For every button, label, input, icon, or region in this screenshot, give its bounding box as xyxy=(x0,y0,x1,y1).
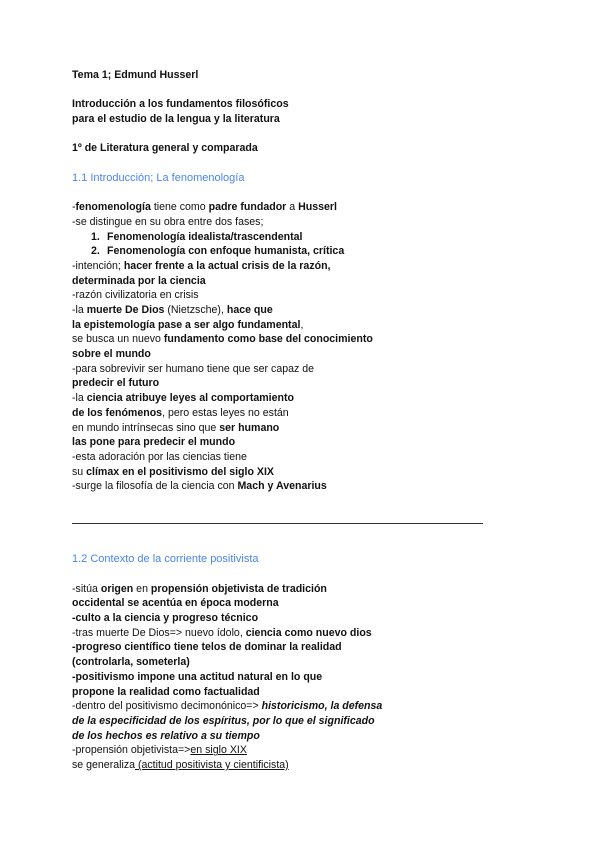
section-2-heading: 1.2 Contexto de la corriente positivista xyxy=(72,553,259,566)
s2-line-idolo: -tras muerte De Dios=> nuevo ídolo, ciencia como nuevo dios xyxy=(72,626,372,639)
horizontal-divider xyxy=(72,523,483,524)
intro-title-line-1: Introducción a los fundamentos filosóficos xyxy=(72,98,289,111)
s2-line-origen: -sitúa origen en propensión objetivista de tradición xyxy=(72,582,327,595)
s2-line-propension: -propensión objetivista=>en siglo XIX xyxy=(72,744,247,757)
s1-line-muerte-dios: -la muerte De Dios (Nietzsche), hace que xyxy=(72,304,273,316)
intro-title-line-2: para el estudio de la lengua y la literatura xyxy=(72,113,280,126)
s2-line-positivismo: -positivismo impone una actitud natural en lo que xyxy=(72,670,323,683)
s1-line-sobrevivir: -para sobrevivir ser humano tiene que ser capaz de xyxy=(72,362,315,375)
s2-line-decimononico: -dentro del positivismo decimonónico=> historicismo, la defensa xyxy=(72,700,383,713)
s1-line-ciencia-leyes: -la ciencia atribuye leyes al comportamiento xyxy=(72,392,294,405)
s2-line-progreso: -progreso científico tiene telos de dominar la realidad xyxy=(72,641,342,654)
s1-line-sobre-mundo: sobre el mundo xyxy=(72,348,151,361)
s2-line-controlarla: (controlarla, someterla) xyxy=(72,656,190,669)
s1-line-fases: -se distingue en su obra entre dos fases; xyxy=(72,215,264,228)
section-1-heading: 1.1 Introducción; La fenomenología xyxy=(72,171,245,184)
s1-line-climax: su clímax en el positivismo del siglo XIX xyxy=(72,465,274,478)
s1-line-adoracion: -esta adoración por las ciencias tiene xyxy=(72,450,247,463)
course-title: 1º de Literatura general y comparada xyxy=(72,142,258,155)
s2-line-hechos: de los hechos es relativo a su tiempo xyxy=(72,729,260,742)
s2-line-factualidad: propone la realidad como factualidad xyxy=(72,685,260,698)
s1-line-fundamento: se busca un nuevo fundamento como base del conocimiento xyxy=(72,333,373,346)
s1-line-predecir-mundo: las pone para predecir el mundo xyxy=(72,436,236,449)
s2-line-occidental: occidental se acentúa en época moderna xyxy=(72,597,279,610)
list-item: 2. Fenomenología con enfoque humanista, crítica xyxy=(91,245,345,258)
s1-line-intencion: -intención; hacer frente a la actual crisis de la razón, xyxy=(72,259,331,272)
tema-title: Tema 1; Edmund Husserl xyxy=(72,69,199,81)
s1-line-fenomenos: de los fenómenos, pero estas leyes no están xyxy=(72,406,289,419)
s1-line-determinada: determinada por la ciencia xyxy=(72,274,206,287)
s1-line-intrinsecas: en mundo intrínsecas sino que ser humano xyxy=(72,421,280,434)
s1-line-razon: -razón civilizatoria en crisis xyxy=(72,289,199,302)
s1-line-predecir: predecir el futuro xyxy=(72,377,160,390)
s1-line-epistemologia: la epistemología pase a ser algo fundamental, xyxy=(72,318,304,331)
list-item: 1. Fenomenología idealista/trascendental xyxy=(91,230,303,243)
s2-line-generaliza: se generaliza (actitud positivista y cientificista) xyxy=(72,758,289,771)
s2-line-especificidad: de la especificidad de los espíritus, por lo que el significado xyxy=(72,714,375,727)
s2-line-culto: -culto a la ciencia y progreso técnico xyxy=(72,612,259,625)
s1-line-fenomenologia: -fenomenología tiene como padre fundador a Husserl xyxy=(72,201,337,214)
document-body xyxy=(72,68,502,773)
s1-line-mach: -surge la filosofía de la ciencia con Mach y Avenarius xyxy=(72,480,327,493)
